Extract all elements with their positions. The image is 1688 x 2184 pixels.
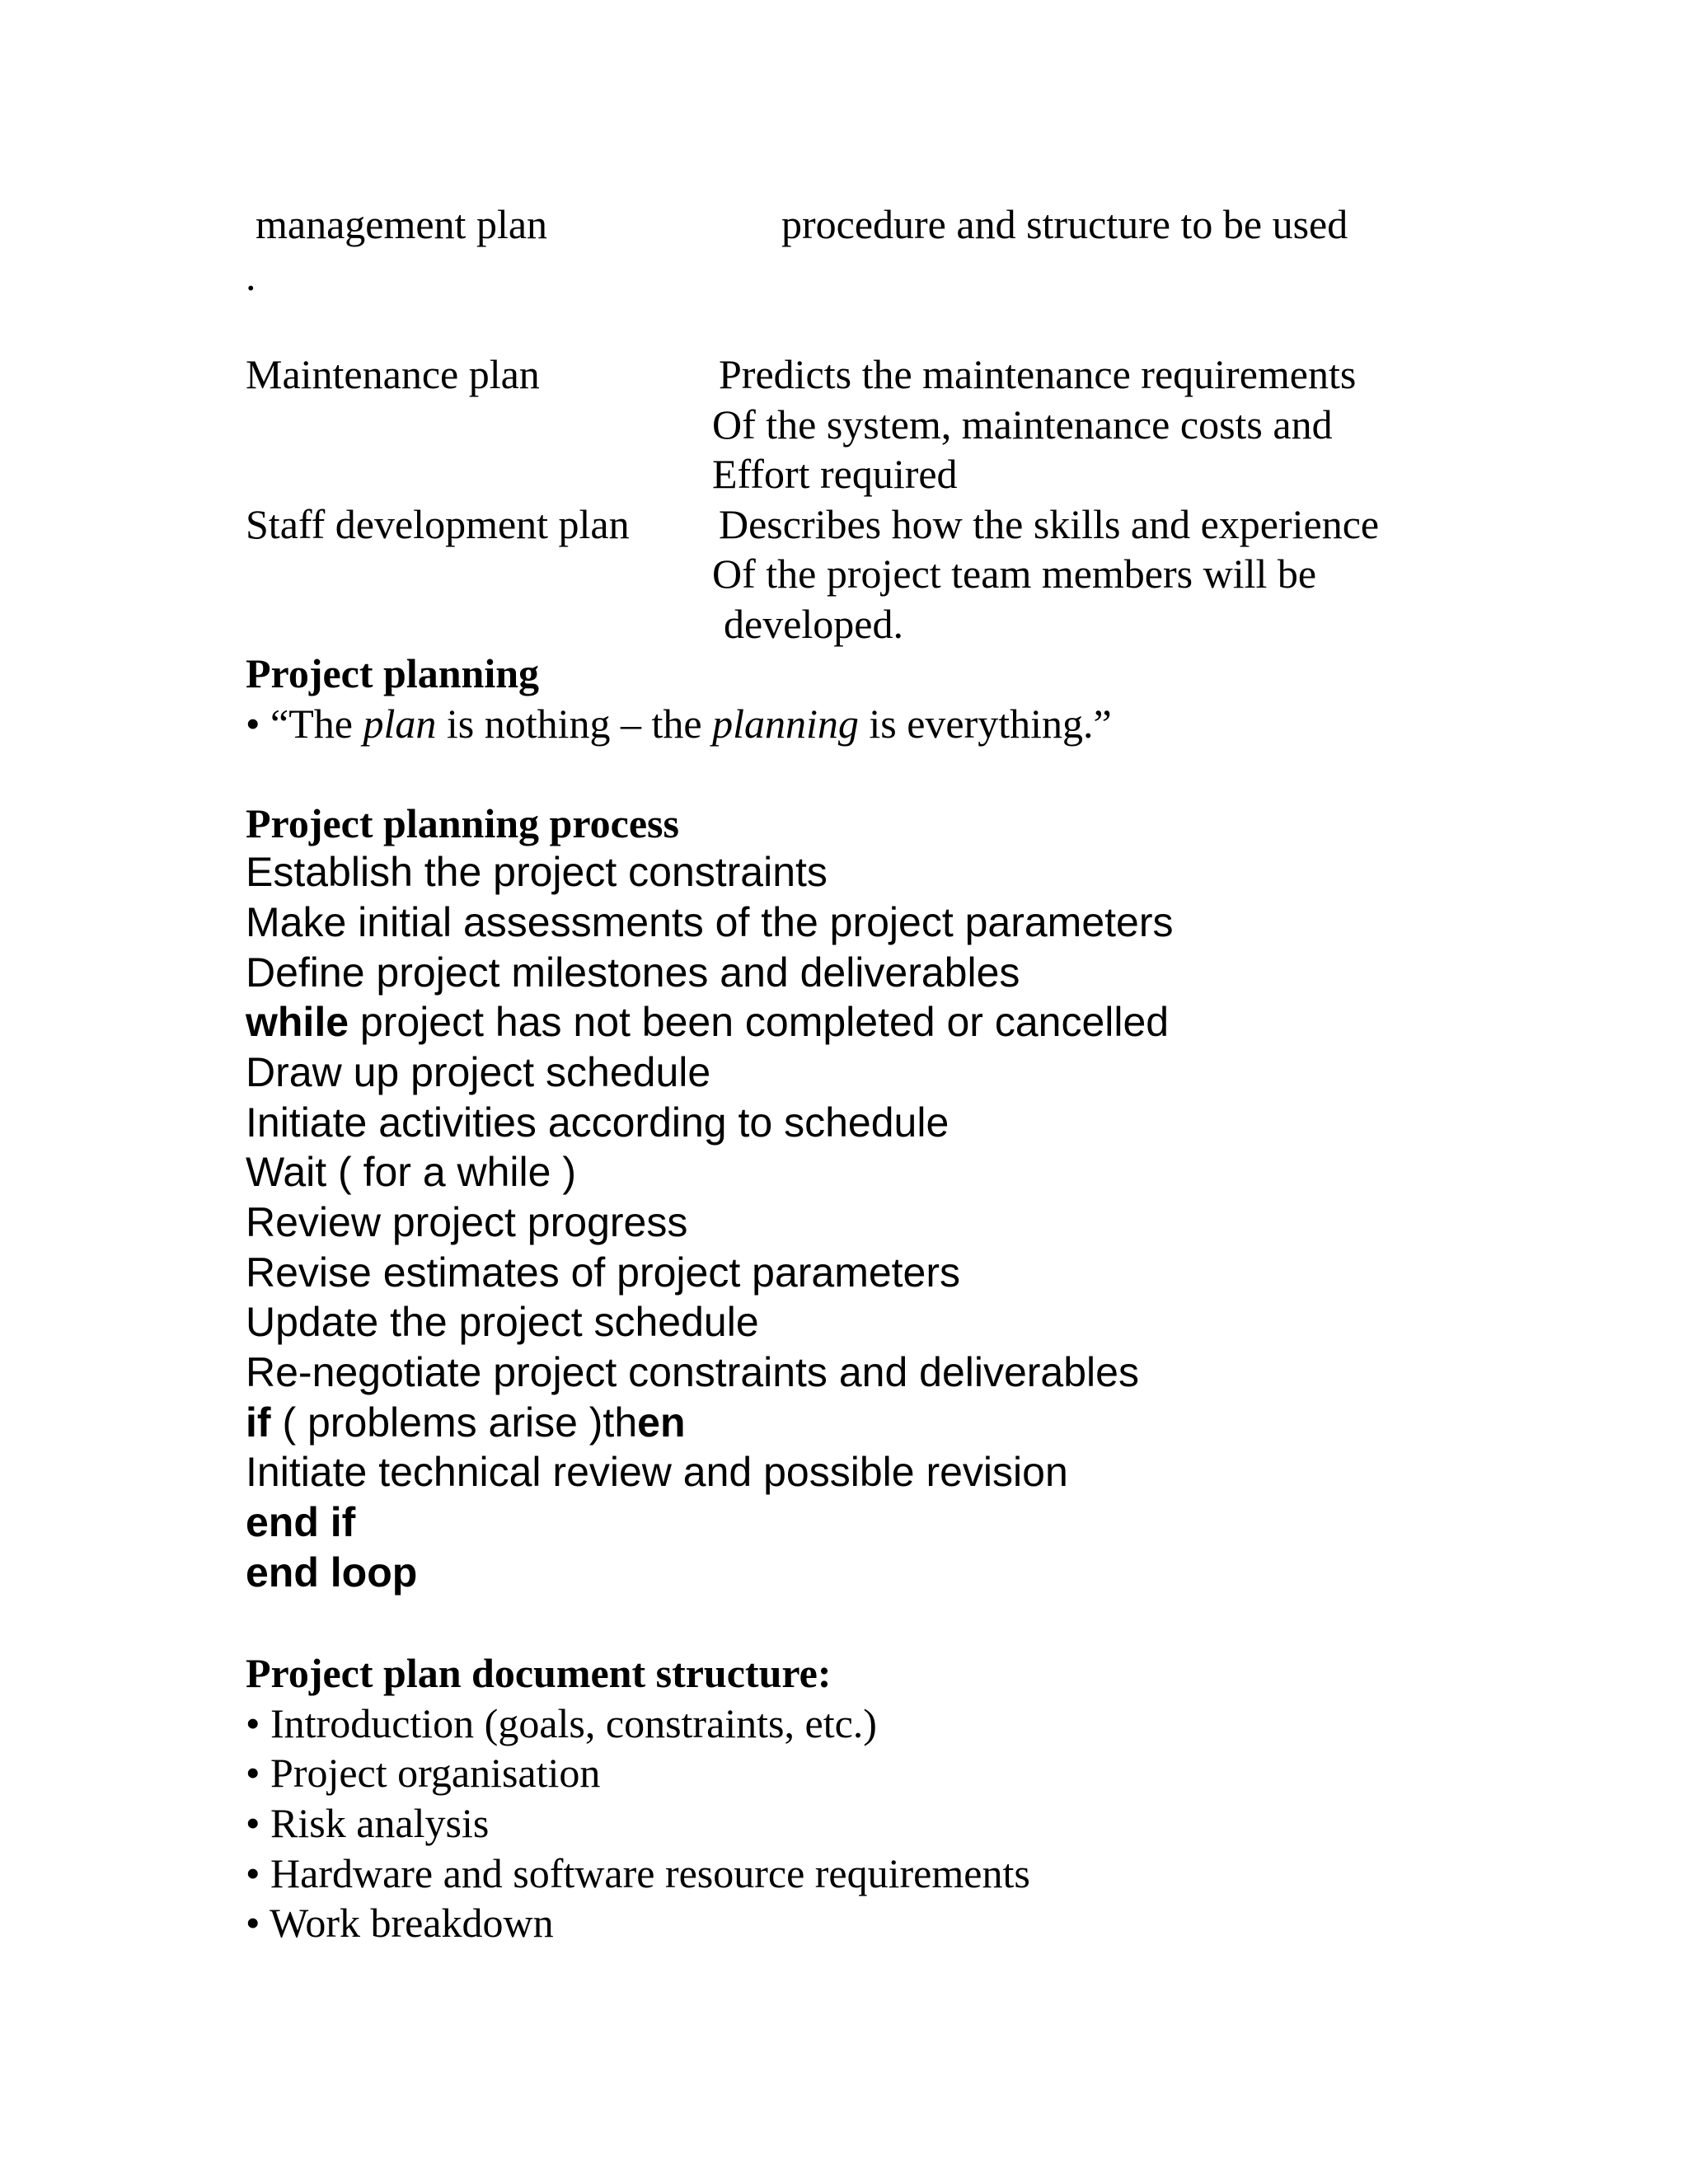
process-line-rest: project has not been completed or cancelled bbox=[349, 999, 1170, 1045]
plan-desc-maintenance-line: Predicts the maintenance requirements bbox=[719, 351, 1357, 397]
quote-text-part: is nothing – the bbox=[436, 701, 713, 747]
keyword-while: while bbox=[246, 999, 349, 1045]
bullet: • bbox=[246, 1900, 260, 1946]
process-line: Review project progress bbox=[246, 1199, 688, 1245]
bullet: • bbox=[246, 1850, 260, 1896]
process-line-if bbox=[246, 1399, 686, 1446]
doc-structure-item-text: Risk analysis bbox=[270, 1800, 490, 1846]
process-line: Update the project schedule bbox=[246, 1299, 759, 1345]
doc-structure-item bbox=[246, 1802, 489, 1844]
process-line: Re-negotiate project constraints and deliverables bbox=[246, 1349, 1139, 1395]
plan-desc-staff-line: Describes how the skills and experience bbox=[719, 501, 1380, 547]
process-line: Define project milestones and deliverables bbox=[246, 949, 1020, 996]
process-line-middle: ( problems arise )th bbox=[270, 1399, 638, 1446]
plan-desc-maintenance-line: Effort required bbox=[712, 451, 958, 497]
process-line: Initiate technical review and possible revision bbox=[246, 1449, 1068, 1495]
process-line: Make initial assessments of the project parameters bbox=[246, 899, 1174, 945]
trailing-period: . bbox=[246, 253, 256, 299]
doc-structure-item-text: Project organisation bbox=[270, 1750, 601, 1796]
quote-text-part: is everything.” bbox=[858, 701, 1112, 747]
plan-desc-staff-line: Of the project team members will be bbox=[712, 551, 1317, 597]
plan-desc-staff-line: developed. bbox=[724, 601, 903, 647]
keyword-end-if: end if bbox=[246, 1499, 356, 1545]
process-line: Draw up project schedule bbox=[246, 1049, 711, 1095]
project-planning-heading: Project planning bbox=[246, 650, 540, 696]
quote-plan-word: plan bbox=[363, 701, 437, 747]
plan-name-maintenance: Maintenance plan bbox=[246, 351, 540, 397]
process-line: Establish the project constraints bbox=[246, 849, 828, 895]
quote-planning-word: planning bbox=[712, 701, 859, 747]
process-line: Revise estimates of project parameters bbox=[246, 1249, 961, 1296]
process-line-while bbox=[246, 1001, 1169, 1043]
doc-structure-heading: Project plan document structure: bbox=[246, 1650, 832, 1696]
process-line: Initiate activities according to schedule bbox=[246, 1099, 950, 1146]
keyword-end-loop: end loop bbox=[246, 1549, 418, 1596]
plan-desc-management: procedure and structure to be used bbox=[781, 201, 1348, 247]
plan-name-staff-development: Staff development plan bbox=[246, 501, 630, 547]
planning-quote bbox=[246, 701, 1112, 747]
bullet: • bbox=[246, 1700, 260, 1746]
keyword-then-suffix: en bbox=[637, 1399, 686, 1446]
bullet: • bbox=[246, 1800, 260, 1846]
plan-name-management: management plan bbox=[256, 201, 548, 247]
planning-process-heading: Project planning process bbox=[246, 800, 679, 846]
doc-structure-item-text: Introduction (goals, constraints, etc.) bbox=[270, 1700, 877, 1746]
doc-structure-item-text: Work breakdown bbox=[270, 1900, 554, 1946]
doc-structure-item bbox=[246, 1850, 1030, 1896]
bullet: • bbox=[246, 701, 260, 747]
quote-text-part: “The bbox=[270, 701, 363, 747]
plan-desc-maintenance-line: Of the system, maintenance costs and bbox=[712, 401, 1333, 448]
bullet: • bbox=[246, 1750, 260, 1796]
doc-structure-item bbox=[246, 1900, 554, 1946]
doc-structure-item-text: Hardware and software resource requirements bbox=[270, 1850, 1030, 1896]
doc-structure-item bbox=[246, 1750, 601, 1796]
keyword-if: if bbox=[246, 1399, 271, 1446]
process-line: Wait ( for a while ) bbox=[246, 1149, 577, 1195]
doc-structure-item bbox=[246, 1700, 877, 1746]
